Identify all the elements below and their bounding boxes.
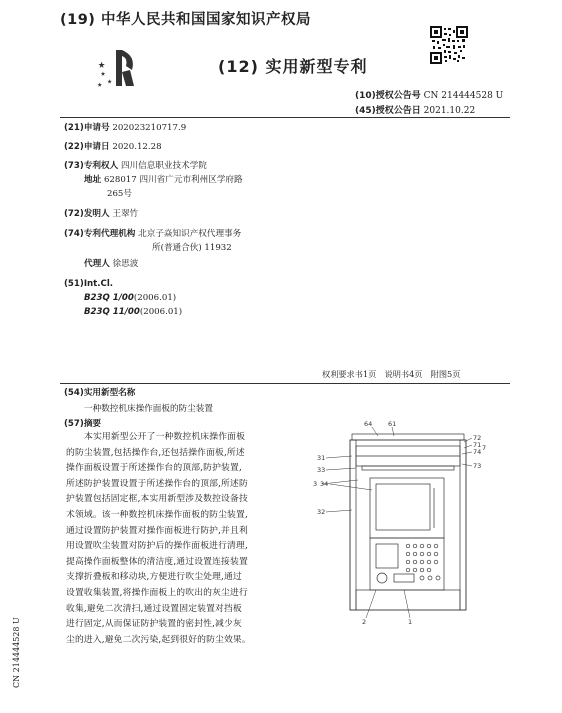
base: [356, 590, 460, 610]
abstract-line: 的防尘装置,包括操作台,还包括操作面板,所述: [66, 447, 245, 458]
pub-number-value: CN 214444528 U: [423, 91, 504, 101]
figure-label: 64: [364, 420, 373, 428]
abstract-line: 术领域。该一种数控机床操作面板的防尘装置,: [66, 509, 248, 520]
patent-agency: [64, 227, 364, 241]
title-value: 一种数控机床操作面板的防尘装置: [84, 404, 213, 414]
abstract-line: 提高操作面板整体的清洁度,通过设置连接装置: [66, 556, 248, 567]
figure-label: 31: [317, 454, 326, 462]
agency-label: 专利代理机构: [83, 229, 136, 239]
abstract-line: 收集,避免二次清扫,通过设置固定装置对挡板: [66, 603, 242, 614]
abstract-line: 护装置包括固定框,本实用新型涉及数控设备技: [66, 494, 248, 505]
holder-address: [64, 173, 364, 187]
address-label: 地址: [84, 175, 102, 185]
doc-type-label: 实用新型专利: [265, 57, 368, 76]
inventor-label: 发明人: [83, 209, 110, 219]
holder-value: 四川信息职业技术学院: [120, 161, 207, 171]
pub-date-label: 授权公告日: [375, 106, 421, 116]
pub-date-code: (45): [355, 106, 376, 116]
intcl-entry-code: B23Q 1/00: [84, 293, 134, 303]
knob: [377, 573, 387, 583]
right-post: [460, 440, 466, 610]
figure-label: 1: [408, 618, 413, 626]
section-divider: [60, 383, 510, 384]
abstract-body: [66, 430, 306, 648]
figure-label: 73: [473, 462, 482, 470]
address-line1: 628017 四川省广元市利州区学府路: [103, 175, 243, 185]
patent-holder: [64, 159, 364, 173]
header-divider: [60, 117, 510, 118]
app-date-value: 2020.12.28: [112, 142, 162, 152]
agent-value: 徐思波: [112, 259, 139, 269]
intcl-entry: [64, 305, 364, 319]
document-type: [218, 54, 367, 77]
top-rail: [352, 434, 464, 440]
agency-line1: 北京子焱知识产权代理事务: [138, 229, 242, 239]
abstract-label: 摘要: [83, 419, 102, 429]
office-name: 中华人民共和国国家知识产权局: [101, 12, 311, 28]
figure-label: 74: [473, 448, 482, 456]
bibliographic-data: [64, 121, 364, 319]
intcl-entry: [64, 291, 364, 305]
app-date-code: (22): [64, 142, 84, 152]
left-post: [350, 440, 356, 610]
figure-label: 32: [317, 508, 326, 516]
figure-label: 2: [362, 618, 367, 626]
agent-label: 代理人: [84, 259, 110, 269]
holder-code: (73): [64, 161, 84, 171]
figure-label: 7: [482, 444, 487, 452]
abstract-line: 支撑折叠板和移动块,方便进行吹尘处理,通过: [66, 572, 242, 583]
display-screen: [376, 484, 430, 530]
intcl-label: Int.Cl.: [83, 279, 114, 289]
intcl-entry-code: B23Q 11/00: [84, 307, 140, 317]
address-line2: 265号: [107, 189, 132, 199]
abstract-line: 用设置吹尘装置对防护后的操作面板进行清理,: [66, 541, 248, 552]
office-header: [60, 8, 311, 29]
application-date: [64, 140, 364, 154]
intcl-code: (51): [64, 279, 84, 289]
side-document-number: CN 214444528 U: [12, 617, 21, 688]
publication-date: [355, 103, 475, 116]
title-code: (54): [64, 388, 84, 398]
inventor: [64, 207, 364, 221]
office-code: (19): [60, 12, 96, 28]
patent-figure: [312, 418, 487, 628]
app-date-label: 申请日: [83, 142, 110, 152]
abstract-line: 本实用新型公开了一种数控机床操作面板: [84, 432, 246, 442]
int-cl: [64, 277, 364, 291]
agency-code: (74): [64, 229, 84, 239]
abstract-line: 通过设置防护装置对操作面板进行防护,并且利: [66, 525, 248, 536]
qr-code-icon: [430, 26, 468, 64]
button-grid: [406, 544, 438, 572]
publication-number: [355, 88, 503, 101]
intcl-entry-version: (2006.01): [133, 293, 177, 303]
figure-label: 3: [313, 480, 318, 488]
holder-label: 专利权人: [83, 161, 119, 171]
figure-label: 71: [473, 441, 482, 449]
figure-label: 34: [320, 480, 329, 488]
app-no-value: 202023210717.9: [112, 123, 187, 133]
pub-number-label: 授权公告号: [375, 91, 421, 101]
inventor-value: 王翠竹: [112, 209, 139, 219]
figure-label: 61: [388, 420, 397, 428]
small-screen: [376, 544, 398, 568]
inventor-code: (72): [64, 209, 84, 219]
patent-office-logo-icon: [92, 44, 140, 92]
abstract-line: 设置收集装置,将操作面板上的吹出的灰尘进行: [66, 587, 248, 598]
abstract-code: (57): [64, 419, 84, 429]
application-number: [64, 121, 364, 135]
outer-frame: [350, 440, 466, 610]
abstract-line: 操作面板设置于所述操作台的顶部,防护装置,: [66, 463, 242, 474]
pages-note: 权利要求书1页 说明书4页 附图5页: [322, 369, 461, 379]
agent: [64, 257, 364, 271]
abstract-line: 尘的进入,避免二次污染,起到很好的防尘效果。: [66, 634, 251, 645]
pub-date-value: 2021.10.22: [423, 106, 476, 116]
intcl-entry-version: (2006.01): [139, 307, 183, 317]
abstract-heading: [64, 417, 213, 431]
utility-model-title: [64, 386, 213, 431]
title-label: 实用新型名称: [83, 388, 136, 398]
abstract-line: 进行固定,从而保证防护装置的密封性,减少灰: [66, 619, 242, 630]
abstract-line: 所述防护装置设置于所述操作台的顶部,所述防: [66, 478, 248, 489]
doc-type-code: (12): [218, 57, 259, 76]
pub-number-code: (10): [355, 91, 376, 101]
app-no-label: 申请号: [83, 123, 110, 133]
display-frame: [370, 478, 444, 538]
figure-label: 33: [317, 466, 326, 474]
app-no-code: (21): [64, 123, 84, 133]
figure-label: 72: [473, 434, 482, 442]
agency-line2: 所(普通合伙) 11932: [152, 243, 232, 253]
